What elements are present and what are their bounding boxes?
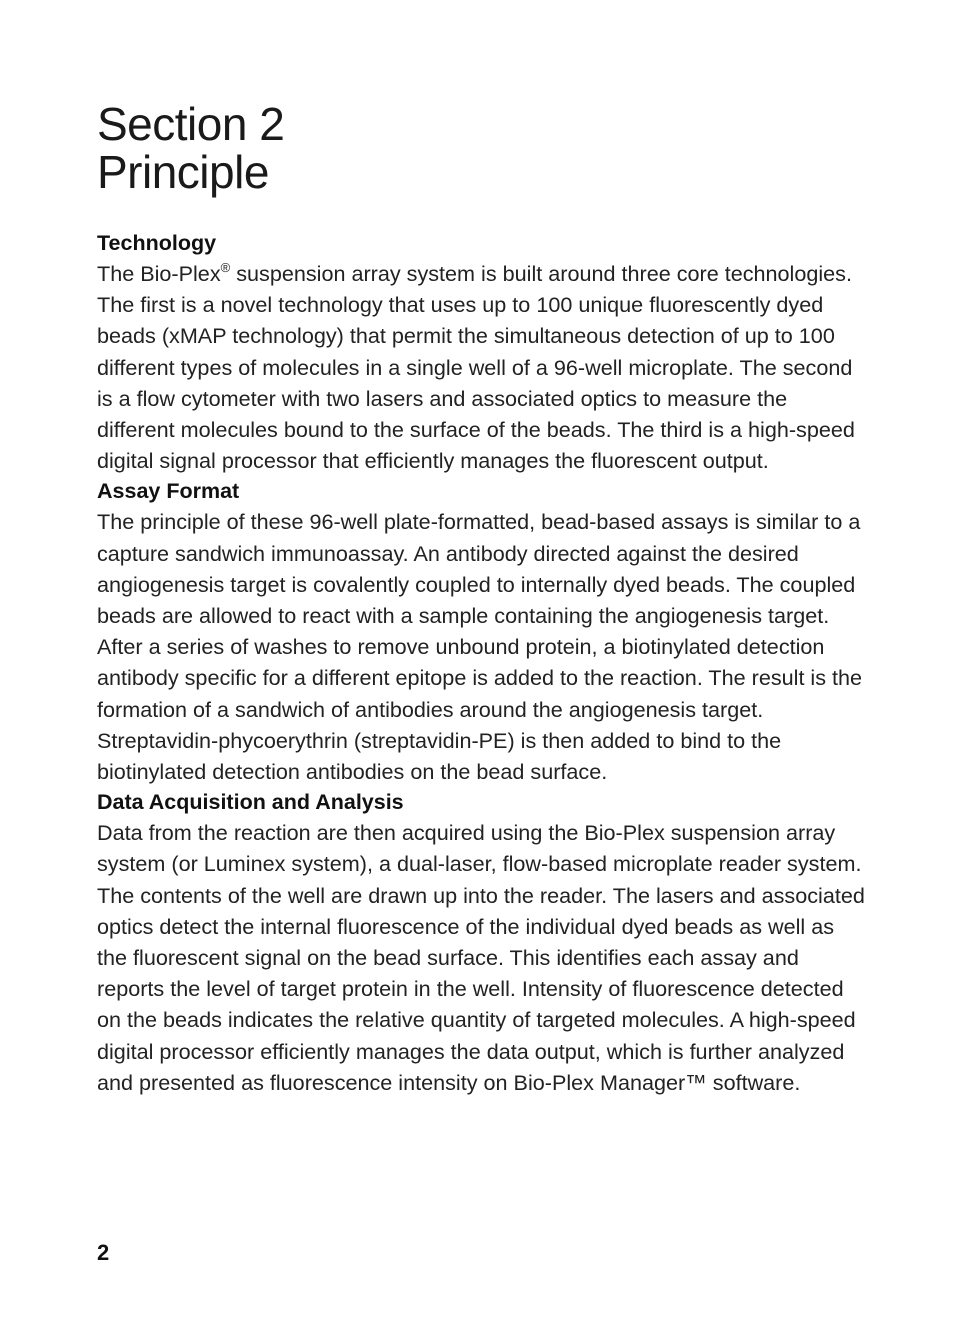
body-prefix: The Bio-Plex <box>97 261 221 286</box>
section-data-acquisition <box>97 787 867 1098</box>
body-rest: suspension array system is built around three core technologies. The first is a novel technology that uses up to 100 unique fluorescently dyed beads (xMAP technology) that permit the simultaneous detection of up to 100 different types of molecules in a single well of a 96-well microplate. The second is a flow cytometer with two lasers and associated optics to measure the different molecules bound to the surface of the beads. The third is a high-speed digital signal processor that efficiently manages the fluorescent output. <box>97 261 855 474</box>
page-title-line-2: Principle <box>97 146 269 198</box>
section-body: Data from the reaction are then acquired using the Bio-Plex suspension array system (or Luminex system), a dual-laser, flow-based microplate reader system. The contents of the well are drawn up into the reader. The lasers and associated optics detect the internal fluorescence of the individual dyed beads as well as the fluorescent signal on the bead surface. This identifies each assay and reports the level of target protein in the well. Intensity of fluorescence detected on the beads indicates the relative quantity of targeted molecules. A high-speed digital processor efficiently manages the data output, which is further analyzed and presented as fluorescence intensity on Bio-Plex Manager™ software. <box>97 820 865 1095</box>
section-heading: Technology <box>97 231 217 255</box>
section-assay-format <box>97 476 867 787</box>
section-heading: Data Acquisition and Analysis <box>97 790 404 815</box>
section-body: The principle of these 96-well plate-formatted, bead-based assays is similar to a capture sandwich immunoassay. An antibody directed against the desired angiogenesis target is covalently coupled to internally dyed beads. The coupled beads are allowed to react with a sample containing the angiogenesis target. After a series of washes to remove unbound protein, a biotinylated detection antibody specific for a different epitope is added to the reaction. The result is the formation of a sandwich of antibodies around the angiogenesis target. Streptavidin-phycoerythrin (streptavidin-PE) is then added to bind to the biotinylated detection antibodies on the bead surface. <box>97 509 863 785</box>
page-title-line-1: Section 2 <box>97 98 285 150</box>
section-body <box>97 258 867 476</box>
section-technology <box>97 228 867 476</box>
page-title <box>97 100 867 196</box>
page-number: 2 <box>97 1240 110 1265</box>
document-page <box>97 100 867 1098</box>
section-heading: Assay Format <box>97 479 240 504</box>
registered-mark: ® <box>220 260 231 275</box>
